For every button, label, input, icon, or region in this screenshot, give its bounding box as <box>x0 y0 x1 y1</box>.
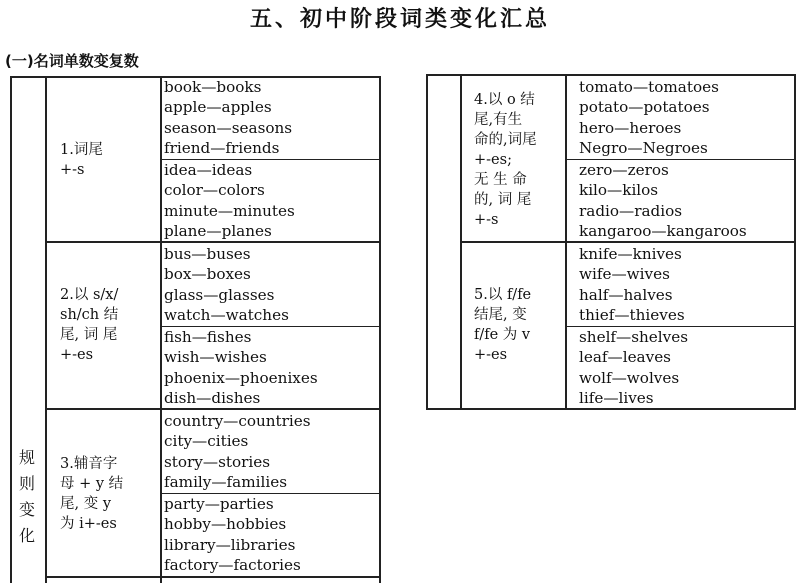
rule-2-label: 2.以 s/x/ sh/ch 结 尾, 词 尾 +-es <box>60 287 119 363</box>
rule-1-examples-group-2 <box>162 160 379 241</box>
word-pair: Negro—Negroes <box>579 138 708 157</box>
left-table-row-divider <box>45 408 380 410</box>
word-pair: leaf—leaves <box>579 348 671 367</box>
word-pair: zero—zeros <box>579 161 669 179</box>
rule-1-examples-group-1 <box>162 77 379 158</box>
rule-4-examples-group-1 <box>577 77 794 158</box>
word-pair: thief—thieves <box>579 305 685 324</box>
rule-3-label: 3.辅音字 母 + y 结 尾, 变 y 为 i+-es <box>60 456 124 532</box>
right-table-top-border <box>426 74 796 76</box>
word-pair: bus—buses <box>164 245 251 263</box>
word-pair: hero—heroes <box>579 118 682 137</box>
word-pair: knife—knives <box>579 245 682 263</box>
word-pair: library—libraries <box>164 535 296 554</box>
word-pair: story—stories <box>164 452 271 471</box>
rule-5-examples-group-2 <box>577 327 794 408</box>
right-table-bottom-border <box>426 408 796 410</box>
word-pair: idea—ideas <box>164 161 253 179</box>
word-pair: box—boxes <box>164 265 251 284</box>
word-pair: wish—wishes <box>164 348 267 367</box>
word-pair: life—lives <box>579 388 654 407</box>
rule-2-examples-group-1 <box>162 244 379 325</box>
rule-4-examples-group-2 <box>577 160 794 241</box>
word-pair: wolf—wolves <box>579 368 680 387</box>
word-pair: kangaroo—kangaroos <box>579 221 747 240</box>
word-pair: shelf—shelves <box>579 328 689 346</box>
word-pair: radio—radios <box>579 201 683 220</box>
rule-4-label: 4.以 o 结 尾,有生 命的,词尾 +-es; 无 生 命 的, 词 尾 +-s <box>474 92 537 228</box>
word-pair: country—countries <box>164 412 311 430</box>
word-pair: family—families <box>164 472 287 491</box>
rule-3-examples-group-2 <box>162 494 379 575</box>
rule-5-examples-group-1 <box>577 244 794 325</box>
word-pair: party—parties <box>164 495 274 513</box>
word-pair: plane—planes <box>164 221 272 240</box>
word-pair: season—seasons <box>164 118 293 137</box>
rule-5-label: 5.以 f/fe 结尾, 变 f/fe 为 v +-es <box>474 287 532 363</box>
word-pair: minute—minutes <box>164 201 295 220</box>
word-pair: city—cities <box>164 432 249 451</box>
left-table-right-border <box>379 76 381 583</box>
word-pair: book—books <box>164 78 262 96</box>
word-pair: half—halves <box>579 285 673 304</box>
word-pair: tomato—tomatoes <box>579 78 719 96</box>
rule-1-label: 1.词尾 +-s <box>60 142 103 178</box>
left-table-row-divider <box>45 241 380 243</box>
section-subtitle: (一)名词单数变复数 <box>5 52 139 70</box>
word-pair: friend—friends <box>164 138 280 157</box>
word-pair: glass—glasses <box>164 285 275 304</box>
left-table-row-divider <box>45 576 380 578</box>
right-table-row-divider <box>460 241 796 243</box>
right-table-outer-left-border <box>426 74 428 410</box>
word-pair: kilo—kilos <box>579 181 659 200</box>
word-pair: factory—factories <box>164 555 301 574</box>
word-pair: phoenix—phoenixes <box>164 368 318 387</box>
word-pair: dish—dishes <box>164 388 261 407</box>
word-pair: apple—apples <box>164 98 272 117</box>
word-pair: fish—fishes <box>164 328 252 346</box>
category-label: 规 则 变 化 <box>18 448 35 545</box>
word-pair: color—colors <box>164 181 265 200</box>
word-pair: wife—wives <box>579 265 670 284</box>
page-title: 五、初中阶段词类变化汇总 <box>249 7 550 32</box>
rule-2-examples-group-2 <box>162 327 379 408</box>
word-pair: potato—potatoes <box>579 98 710 117</box>
word-pair: hobby—hobbies <box>164 515 287 534</box>
rule-3-examples-group-1 <box>162 411 379 492</box>
word-pair: watch—watches <box>164 305 289 324</box>
